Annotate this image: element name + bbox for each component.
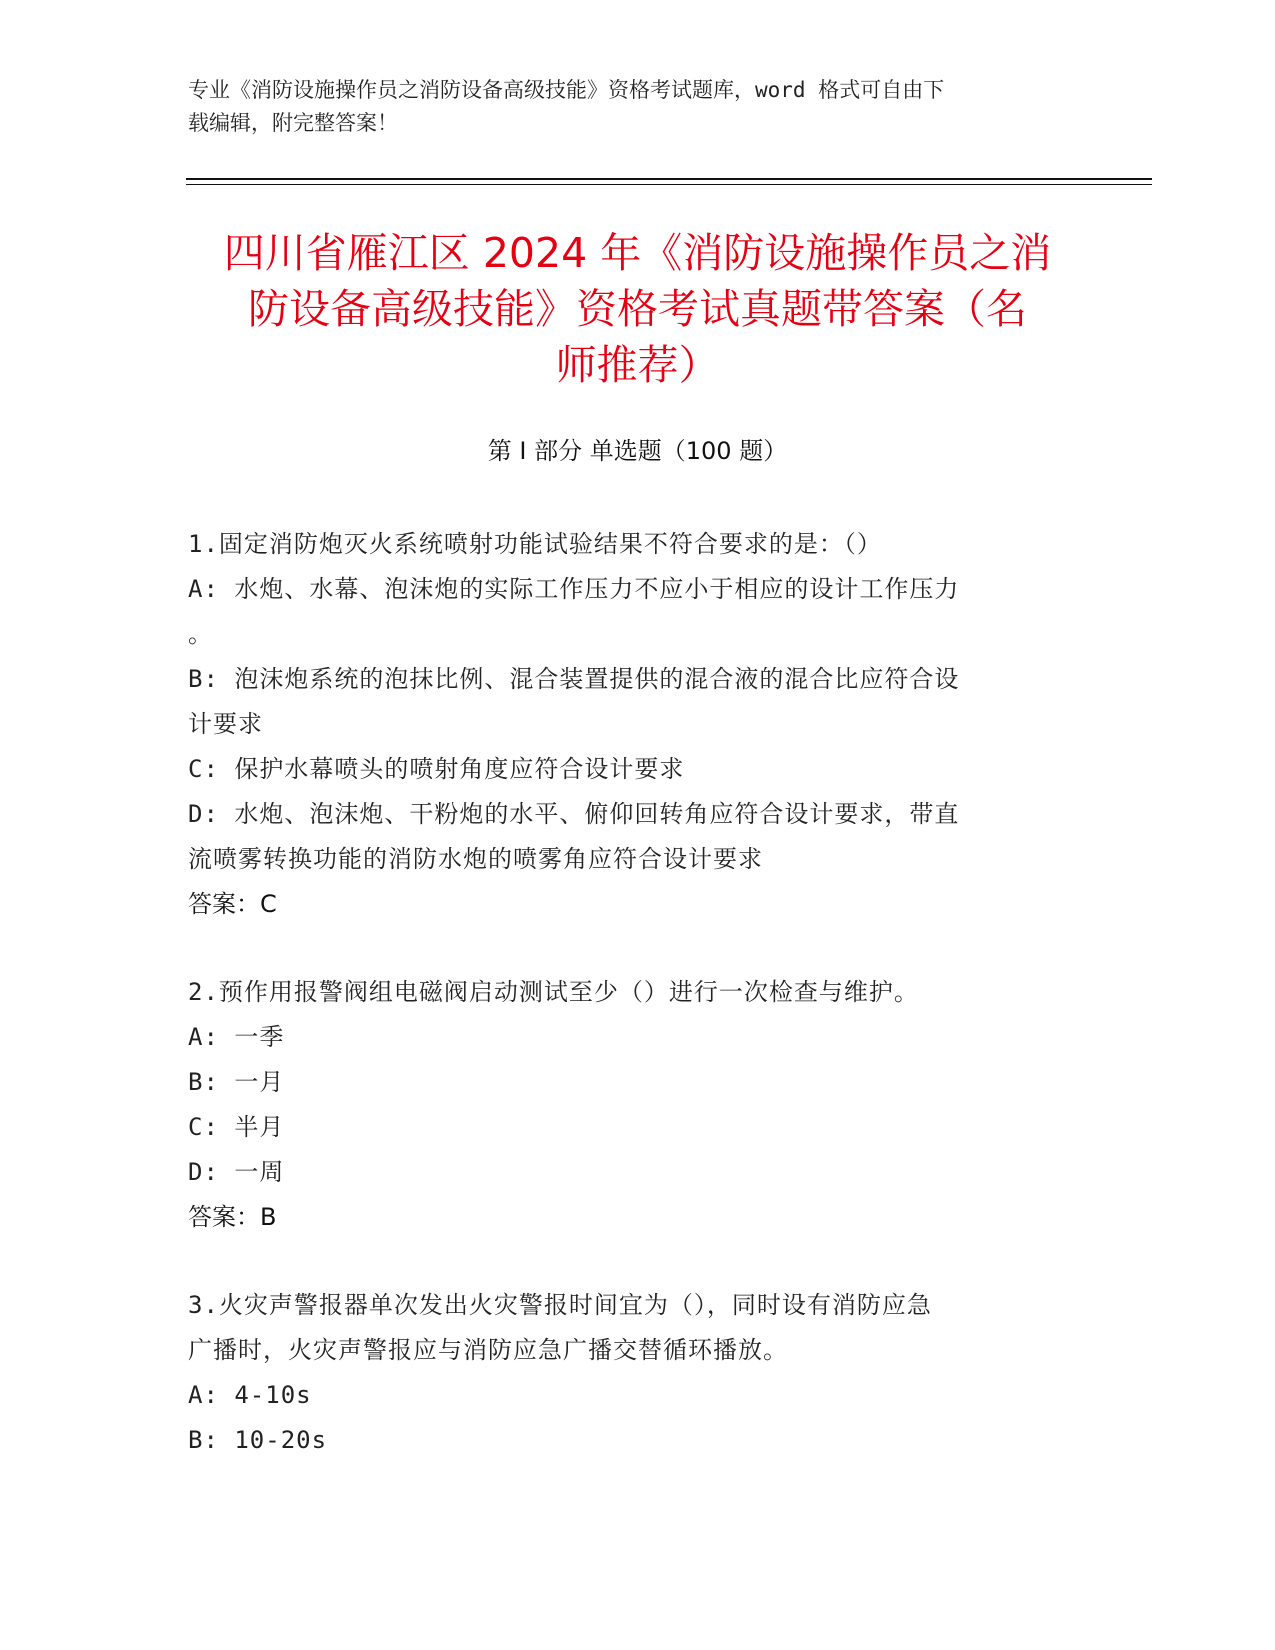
answer: 答案：B (188, 1203, 277, 1231)
option-d: D: 水炮、泡沫炮、干粉炮的水平、俯仰回转角应符合设计要求，带直 (188, 800, 960, 828)
option-a-continued: 。 (188, 620, 213, 648)
option-b-continued: 计要求 (188, 710, 263, 738)
question-stem: 2.预作用报警阀组电磁阀启动测试至少（）进行一次检查与维护。 (188, 978, 919, 1006)
question-1 (188, 522, 1088, 927)
question-3 (188, 1283, 1088, 1463)
header-note-line: 载编辑，附完整答案！ (188, 111, 398, 135)
option-d: D: 一周 (188, 1158, 285, 1186)
header-note-line: 专业《消防设施操作员之消防设备高级技能》资格考试题库，word 格式可自由下 (188, 78, 945, 102)
header-rule-thick (186, 178, 1152, 180)
section-title: 第 I 部分 单选题（100 题） (487, 437, 788, 465)
option-a: A: 一季 (188, 1023, 285, 1051)
title-line: 师推荐） (555, 341, 720, 389)
header-rule-thin (186, 184, 1152, 185)
option-a: A: 4-10s (188, 1381, 312, 1409)
document-title (150, 225, 1125, 393)
title-line: 四川省雁江区 2024 年《消防设施操作员之消 (223, 229, 1052, 277)
option-b: B: 10-20s (188, 1426, 328, 1454)
question-list (188, 522, 1088, 1506)
title-line: 防设备高级技能》资格考试真题带答案（名 (248, 285, 1027, 333)
option-a: A: 水炮、水幕、泡沫炮的实际工作压力不应小于相应的设计工作压力 (188, 575, 960, 603)
option-c: C: 保护水幕喷头的喷射角度应符合设计要求 (188, 755, 685, 783)
answer: 答案：C (188, 890, 277, 918)
option-c: C: 半月 (188, 1113, 285, 1141)
option-b: B: 一月 (188, 1068, 285, 1096)
question-2 (188, 970, 1088, 1240)
option-b: B: 泡沫炮系统的泡抹比例、混合装置提供的混合液的混合比应符合设 (188, 665, 960, 693)
header-note (188, 74, 1068, 140)
option-d-continued: 流喷雾转换功能的消防水炮的喷雾角应符合设计要求 (188, 845, 763, 873)
question-stem: 1.固定消防炮灭火系统喷射功能试验结果不符合要求的是：（） (188, 530, 882, 558)
question-stem: 3.火灾声警报器单次发出火灾警报时间宜为（），同时设有消防应急 (188, 1291, 932, 1319)
question-stem-continued: 广播时，火灾声警报应与消防应急广播交替循环播放。 (188, 1336, 788, 1364)
